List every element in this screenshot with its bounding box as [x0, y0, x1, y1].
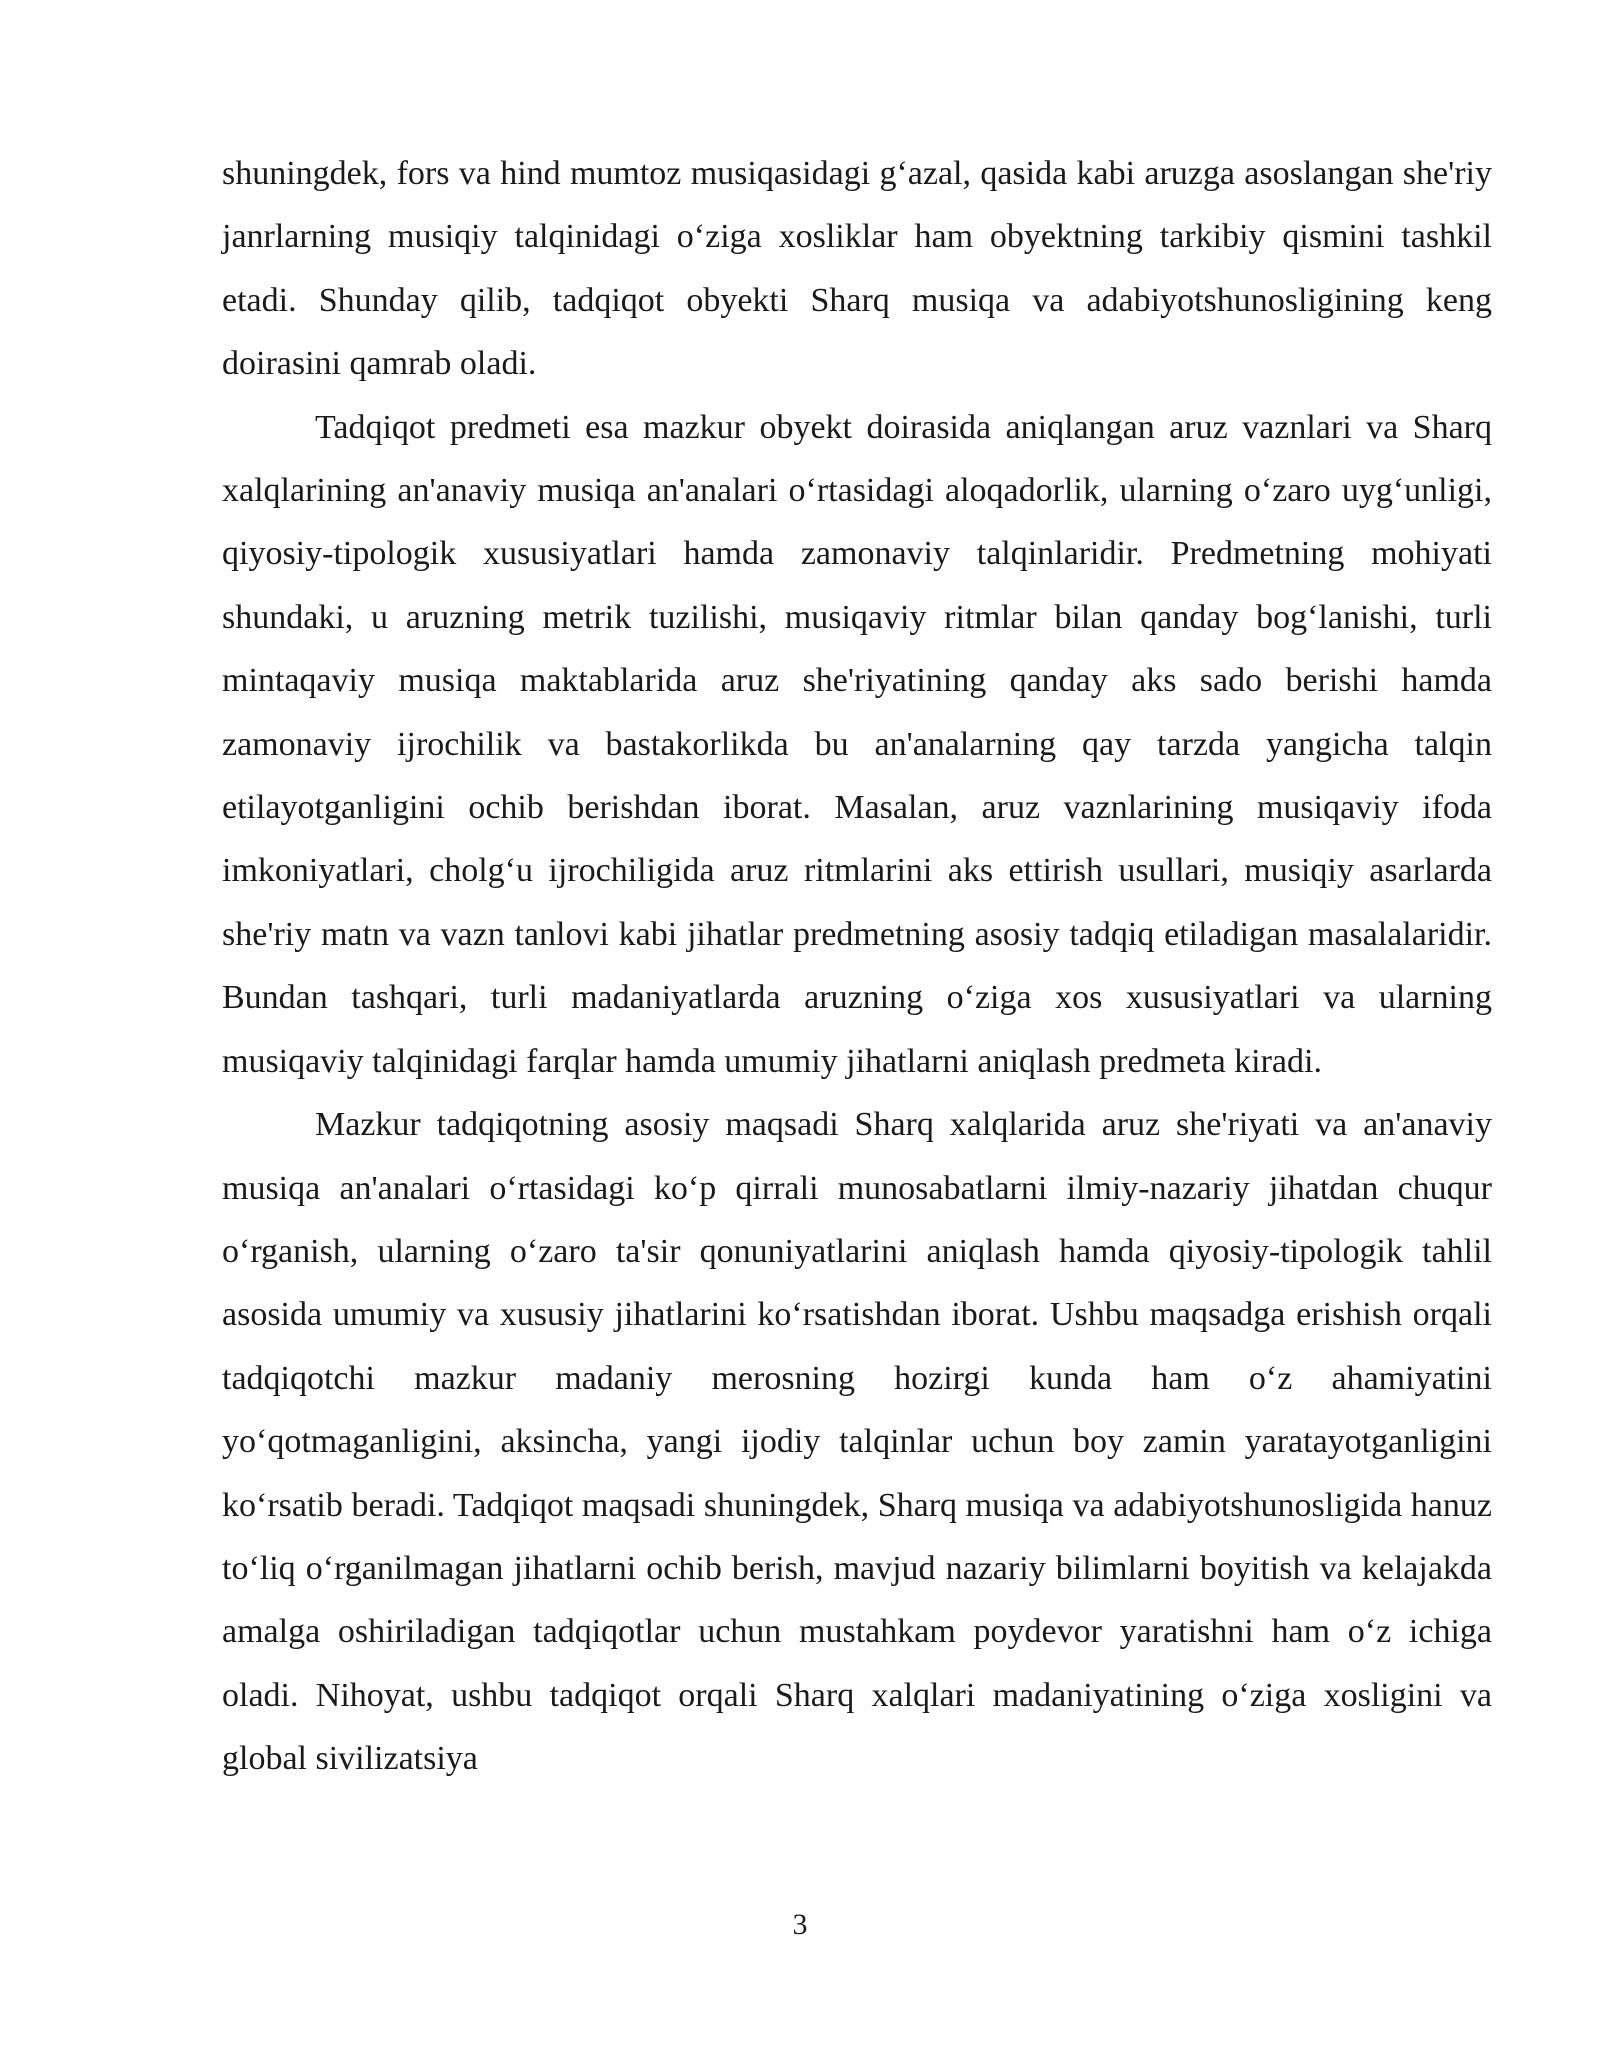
- paragraph-research-goal: Mazkur tadqiqotning asosiy maqsadi Sharq xalqlarida aruz she'riyati va an'anaviy musiqa an'analari o‘rtasidagi ko‘p qirrali munosabatlarni ilmiy-nazariy jihatdan chuqur o‘rganish, ularning o‘zaro ta'sir qonuniyatlarini aniqlash hamda qiyosiy-tipologik tahlil asosida umumiy va xususiy jihatlarini ko‘rsatishdan iborat. Ushbu maqsadga erishish orqali tadqiqotchi mazkur madaniy merosning hozirgi kunda ham o‘z ahamiyatini yo‘qotmaganligini, aksincha, yangi ijodiy talqinlar uchun boy zamin yaratayotganligini ko‘rsatib beradi. Tadqiqot maqsadi shuningdek, Sharq musiqa va adabiyotshunosligida hanuz to‘liq o‘rganilmagan jihatlarni ochib berish, mavjud nazariy bilimlarni boyitish va kelajakda amalga oshiriladigan tadqiqotlar uchun mustahkam poydevor yaratishni ham o‘z ichiga oladi. Nihoyat, ushbu tadqiqot orqali Sharq xalqlari madaniyatining o‘ziga xosligini va global sivilizatsiya: [222, 1106, 1492, 1778]
- paragraph-research-subject: Tadqiqot predmeti esa mazkur obyekt doirasida aniqlangan aruz vaznlari va Sharq xalqlarining an'anaviy musiqa an'analari o‘rtasidagi aloqadorlik, ularning o‘zaro uyg‘unligi, qiyosiy-tipologik xususiyatlari hamda zamonaviy talqinlaridir. Predmetning mohiyati shundaki, u aruzning metrik tuzilishi, musiqaviy ritmlar bilan qanday bog‘lanishi, turli mintaqaviy musiqa maktablarida aruz she'riyatining qanday aks sado berishi hamda zamonaviy ijrochilik va bastakorlikda bu an'analarning qay tarzda yangicha talqin etilayotganligini ochib berishdan iborat. Masalan, aruz vaznlarining musiqaviy ifoda imkoniyatlari, cholg‘u ijrochiligida aruz ritmlarini aks ettirish usullari, musiqiy asarlarda she'riy matn va vazn tanlovi kabi jihatlar predmetning asosiy tadqiq etiladigan masalalaridir. Bundan tashqari, turli madaniyatlarda aruzning o‘ziga xos xususiyatlari va ularning musiqaviy talqinidagi farqlar hamda umumiy jihatlarni aniqlash predmeta kiradi.: [222, 408, 1492, 1080]
- page-number: 3: [792, 1908, 808, 1941]
- paragraph-continuation: shuningdek, fors va hind mumtoz musiqasidagi g‘azal, qasida kabi aruzga asoslangan she'riy janrlarning musiqiy talqinidagi o‘ziga xosliklar ham obyektning tarkibiy qismini tashkil etadi. Shunday qilib, tadqiqot obyekti Sharq musiqa va adabiyotshunosligining keng doirasini qamrab oladi.: [222, 155, 1492, 383]
- body-text: [222, 142, 1492, 1791]
